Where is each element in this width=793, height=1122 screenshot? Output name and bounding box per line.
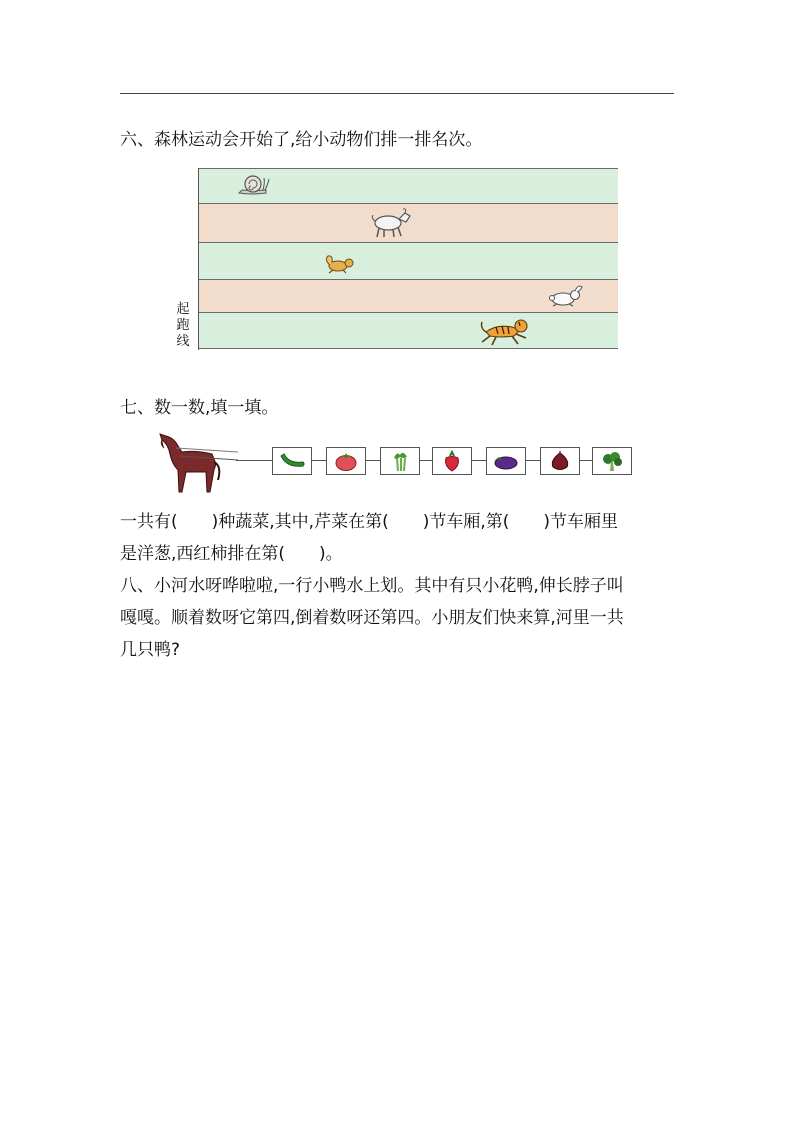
tomato-icon [331, 450, 361, 472]
train-car-2 [326, 447, 366, 475]
eggplant-icon [491, 450, 521, 472]
lane-2 [198, 204, 618, 243]
horse-icon [156, 430, 238, 496]
goat-icon [370, 207, 412, 239]
question-7-title: 七、数一数,填一填。 [120, 398, 279, 418]
header-rule [120, 93, 674, 94]
lane-1 [198, 168, 618, 204]
track-top-line [198, 168, 618, 169]
cucumber-icon [277, 450, 307, 472]
question-8-text: 八、小河水呀哗啦啦,一行小鸭水上划。其中有只小花鸭,伸长脖子叫 嘎嘎。顺着数呀它第四,倒着数呀还第四。小朋友们快来算,河里一共 几只鸭? [120, 576, 624, 660]
coupling [472, 460, 486, 461]
start-line-label: 起 跑 线 [176, 302, 190, 349]
question-7-text: 一共有( )种蔬菜,其中,芹菜在第( )节车厢,第( )节车厢里 是洋葱,西红柿排在第( )。 [120, 512, 619, 564]
coupling [580, 460, 592, 461]
race-track [198, 168, 618, 350]
coupling [312, 460, 326, 461]
lane-3 [198, 243, 618, 280]
question-6-title: 六、森林运动会开始了,给小动物们排一排名次。 [120, 130, 483, 150]
onion-icon [545, 450, 575, 472]
coupling [526, 460, 540, 461]
train-car-3 [380, 447, 420, 475]
snail-icon [236, 173, 270, 197]
coupling [366, 460, 380, 461]
squirrel-icon [324, 254, 358, 274]
vegetable-train [156, 430, 636, 496]
tiger-icon [480, 316, 530, 346]
train-car-6 [540, 447, 580, 475]
pepper-icon [437, 450, 467, 472]
lane-4 [198, 280, 618, 313]
coupling [420, 460, 432, 461]
broccoli-icon [597, 450, 627, 472]
rabbit-icon [548, 285, 584, 307]
train-car-7 [592, 447, 632, 475]
train-car-1 [272, 447, 312, 475]
celery-icon [385, 450, 415, 472]
lane-5 [198, 313, 618, 349]
train-car-5 [486, 447, 526, 475]
train-car-4 [432, 447, 472, 475]
coupling [236, 460, 272, 461]
start-line [198, 168, 199, 350]
